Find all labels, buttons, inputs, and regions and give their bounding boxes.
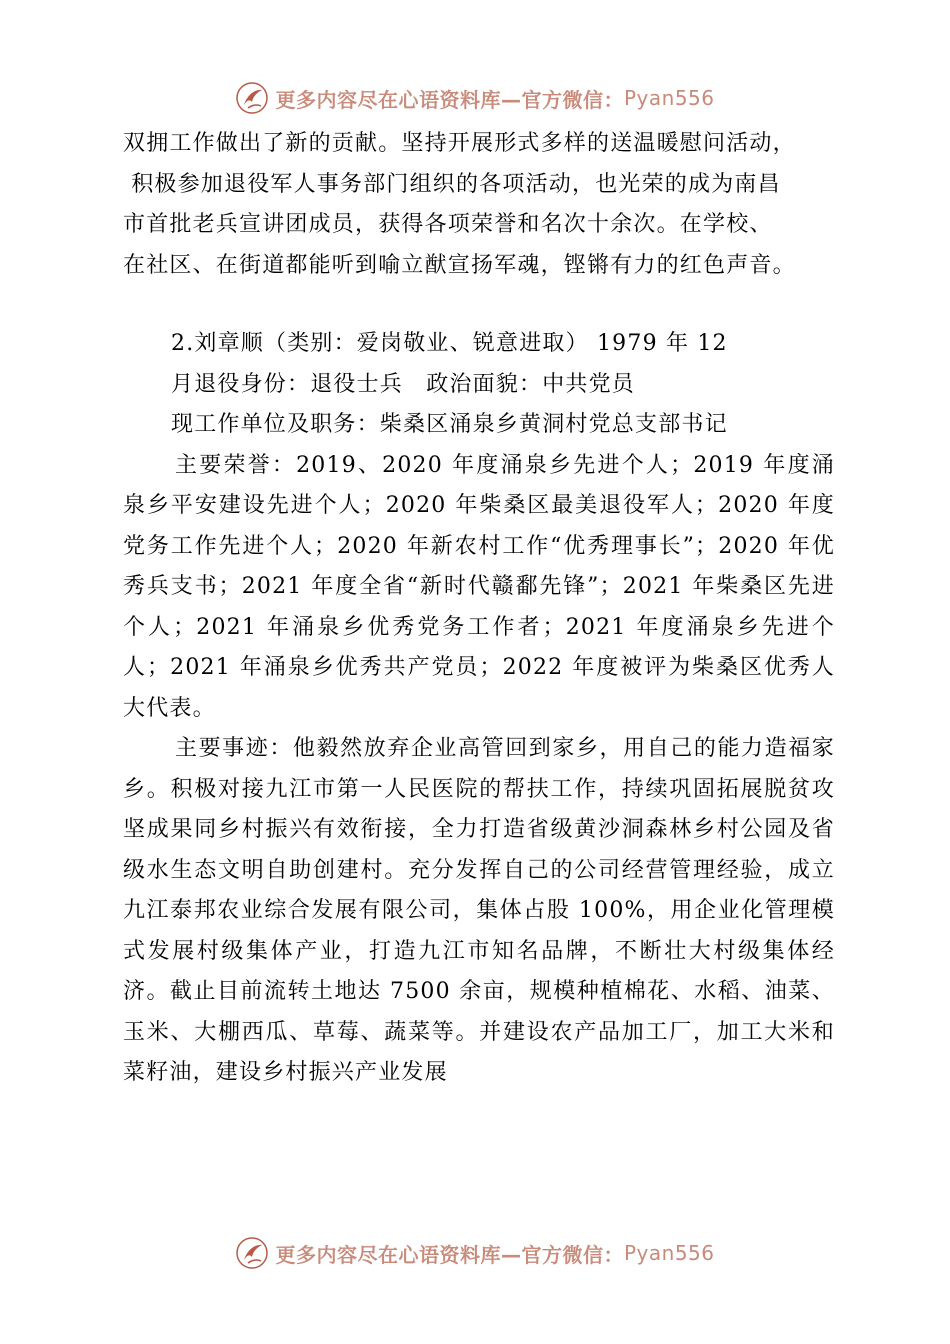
footer-watermark xyxy=(0,1233,950,1273)
watermark-text: 更多内容尽在心语资料库—官方微信： xyxy=(275,87,624,112)
item-status: 月退役身份：退役士兵 政治面貌：中共党员 xyxy=(171,371,636,397)
watermark-text: 更多内容尽在心语资料库—官方微信： xyxy=(275,1242,624,1267)
text-line: 在社区、在街道都能听到喻立猷宣扬军魂，铿锵有力的红色声音。 xyxy=(123,252,796,278)
header-watermark xyxy=(0,78,950,118)
item-header xyxy=(123,324,835,446)
honors-paragraph: 主要荣誉：2019、2020 年度涌泉乡先进个人；2019 年度涌泉乡平安建设先进个人；2020 年柴桑区最美退役军人；2020 年度党务工作先进个人；2020 年新农村工作“优秀理事长”；2020 年优秀兵支书；2021 年度全省“新时代赣鄱先锋”；2021 年柴桑区先进个人；2021 年涌泉乡优秀党务工作者；2021 年度涌泉乡先进个人；2021 年涌泉乡优秀共产党员；2022 年度被评为柴桑区优秀人大代表。 xyxy=(123,452,835,721)
document-body xyxy=(123,124,835,1094)
phoenix-logo-icon xyxy=(235,1236,269,1270)
deeds-paragraph: 主要事迹：他毅然放弃企业高管回到家乡，用自己的能力造福家乡。积极对接九江市第一人民医院的帮扶工作，持续巩固拓展脱贫攻坚成果同乡村振兴有效衔接，全力打造省级黄沙洞森林乡村公园及省级水生态文明自助创建村。充分发挥自己的公司经营管理经验，成立九江泰邦农业综合发展有限公司，集体占股 100%，用企业化管理模式发展村级集体产业，打造九江市知名品牌，不断壮大村级集体经济。截止目前流转土地达 7500 余亩，规模种植棉花、水稻、油菜、玉米、大棚西瓜、草莓、蔬菜等。并建设农产品加工厂，加工大米和菜籽油，建设乡村振兴产业发展 xyxy=(123,736,835,1085)
text-line: 市首批老兵宣讲团成员，获得各项荣誉和名次十余次。在学校、 xyxy=(123,212,773,237)
item-position: 现工作单位及职务：柴桑区涌泉乡黄洞村党总支部书记 xyxy=(171,412,728,437)
phoenix-logo-icon xyxy=(235,81,269,115)
text-line: 积极参加退役军人事务部门组织的各项活动，也光荣的成为南昌 xyxy=(123,171,781,197)
item-title: 2.刘章顺（类别：爱岗敬业、锐意进取） 1979 年 12 xyxy=(171,331,728,356)
wechat-id: Pyan556 xyxy=(623,86,715,110)
text-line: 双拥工作做出了新的贡献。坚持开展形式多样的送温暖慰问活动， xyxy=(123,131,796,156)
wechat-id: Pyan556 xyxy=(623,1241,715,1265)
paragraph-gap xyxy=(123,286,835,324)
